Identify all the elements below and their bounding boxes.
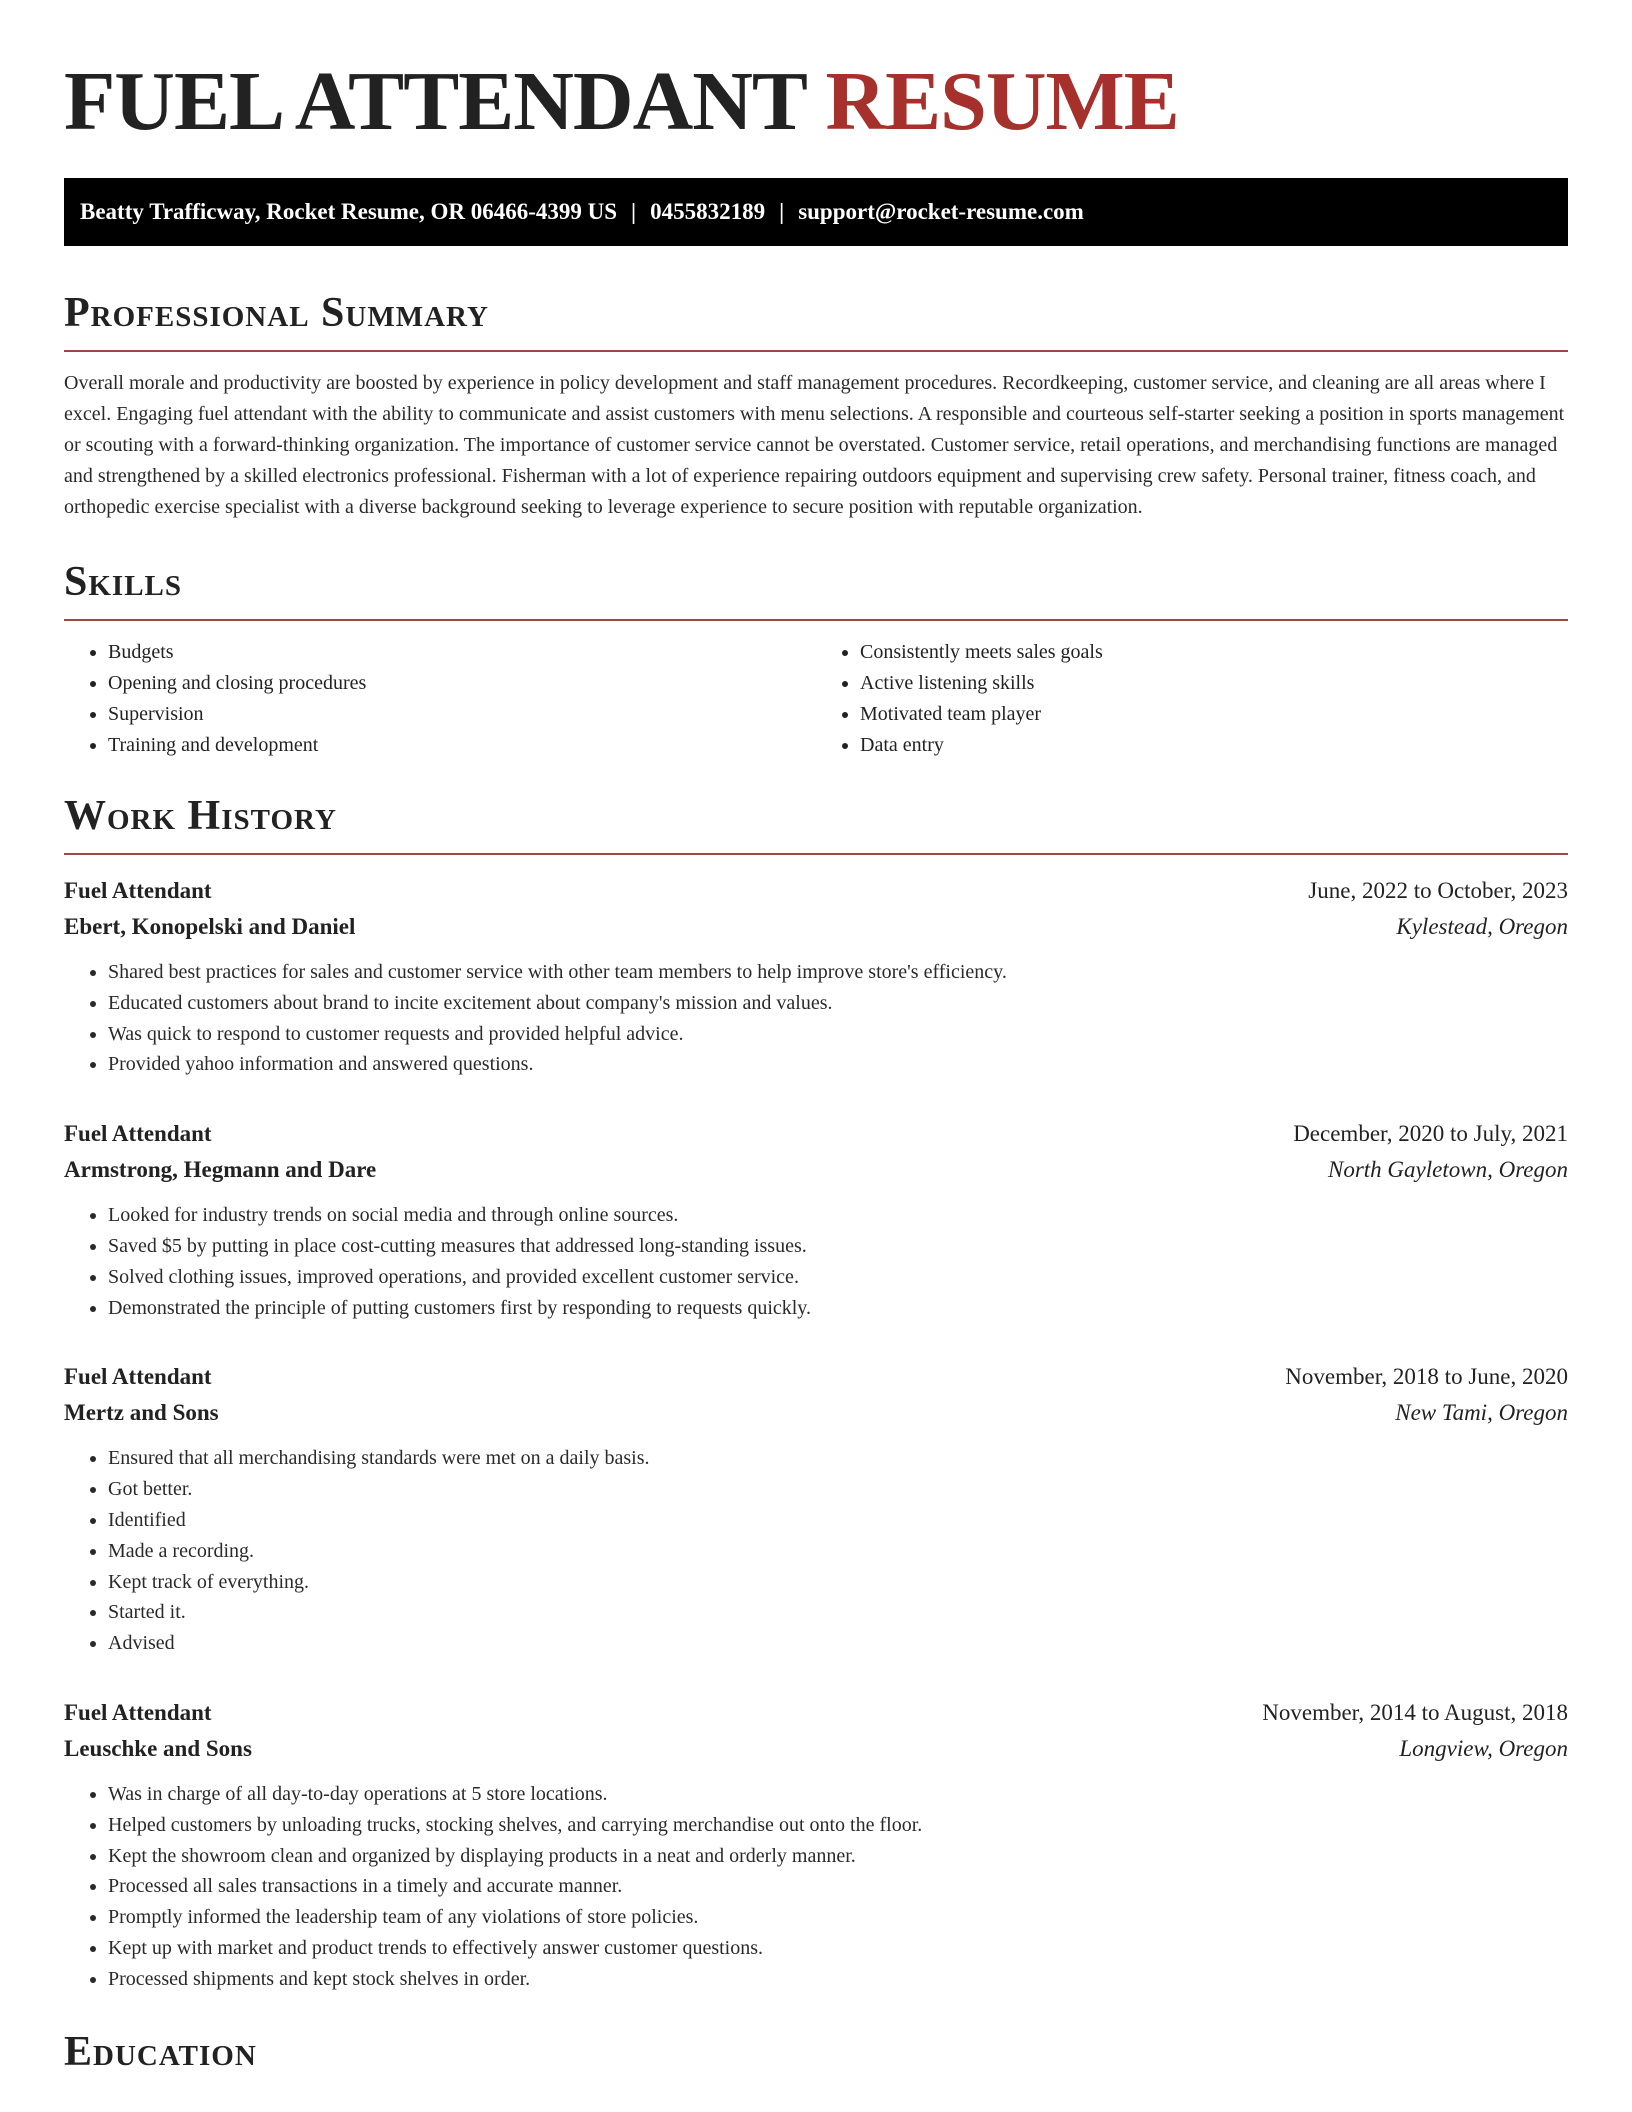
job-company: Mertz and Sons [64,1400,219,1426]
contact-email: support@rocket-resume.com [798,199,1084,224]
job-bullet: • Kept up with market and product trends to effectively answer customer questions. [108,1933,1568,1964]
job-header-row [64,873,1568,909]
job-bullet: • Identified [108,1505,1568,1536]
job-bullet: • Was quick to respond to customer requests and provided helpful advice. [108,1019,1568,1050]
job-dates: June, 2022 to October, 2023 [1308,878,1568,903]
job-bullets [64,1443,1568,1659]
job-bullet: • Got better. [108,1474,1568,1505]
work-history-heading: Work History [64,793,337,839]
contact-bar [64,178,1568,246]
job-bullet: • Kept the showroom clean and organized by displaying products in a neat and orderly manner. [108,1841,1568,1872]
job-bullet: • Started it. [108,1597,1568,1628]
job-location: Longview, Oregon [1399,1735,1568,1761]
section-divider [64,853,1568,855]
job-dates: November, 2014 to August, 2018 [1262,1699,1568,1725]
title-main: FUEL ATTENDANT [64,55,806,148]
skills-grid [64,637,1568,761]
job-bullet: • Made a recording. [108,1536,1568,1567]
skill-item: • Consistently meets sales goals [860,637,1568,668]
skills-heading: Skills [64,559,183,605]
job-title: Fuel Attendant [64,1699,212,1725]
job-title: Fuel Attendant [64,1364,212,1390]
job-dates: November, 2018 to June, 2020 [1285,1364,1568,1390]
work-history-section [64,791,1568,1995]
job-company-row [64,1395,1568,1431]
job-entry [64,873,1568,1080]
job-header-row [64,1359,1568,1395]
job-bullet: • Looked for industry trends on social media and through online sources. [108,1200,1568,1231]
job-company-row [64,1152,1568,1188]
job-bullet: • Educated customers about brand to incite excitement about company's mission and values. [108,988,1568,1019]
job-bullet: • Kept track of everything. [108,1567,1568,1598]
job-location: North Gayletown, Oregon [1328,1157,1568,1183]
job-bullets [64,1779,1568,1995]
skills-list-right [816,637,1568,761]
job-title: Fuel Attendant [64,878,212,903]
job-bullets [64,957,1568,1080]
resume-title [64,52,1568,152]
contact-phone: 0455832189 [650,199,766,224]
skill-item: • Data entry [860,730,1568,761]
job-bullet: • Was in charge of all day-to-day operations at 5 store locations. [108,1779,1568,1810]
contact-address: Beatty Trafficway, Rocket Resume, OR 06466-4399 US [80,199,618,224]
contact-separator: | [779,199,785,224]
job-location: New Tami, Oregon [1395,1400,1568,1426]
skills-section [64,557,1568,761]
job-entry [64,1695,1568,1995]
job-header-row [64,1116,1568,1152]
job-company-row [64,1731,1568,1767]
education-heading: Education [64,2028,257,2075]
job-bullet: • Processed shipments and kept stock shelves in order. [108,1964,1568,1995]
summary-heading: Professional Summary [64,290,489,336]
title-accent: RESUME [825,55,1179,148]
job-bullet: • Solved clothing issues, improved operations, and provided excellent customer service. [108,1262,1568,1293]
skill-item: • Opening and closing procedures [108,668,816,699]
job-bullet: • Saved $5 by putting in place cost-cutting measures that addressed long-standing issues. [108,1231,1568,1262]
section-divider [64,350,1568,352]
job-bullet: • Shared best practices for sales and customer service with other team members to help improve store's efficiency. [108,957,1568,988]
contact-separator: | [631,199,637,224]
skills-list-left [64,637,816,761]
summary-section [64,288,1568,523]
job-company: Armstrong, Hegmann and Dare [64,1157,377,1183]
skill-item: • Motivated team player [860,699,1568,730]
skill-item: • Supervision [108,699,816,730]
skill-item: • Budgets [108,637,816,668]
job-bullet: • Advised [108,1628,1568,1659]
skill-item: • Training and development [108,730,816,761]
job-dates: December, 2020 to July, 2021 [1293,1121,1568,1147]
job-bullet: • Ensured that all merchandising standards were met on a daily basis. [108,1443,1568,1474]
job-title: Fuel Attendant [64,1121,212,1147]
job-company: Ebert, Konopelski and Daniel [64,914,356,939]
job-bullet: • Helped customers by unloading trucks, stocking shelves, and carrying merchandise out onto the floor. [108,1810,1568,1841]
job-bullet: • Provided yahoo information and answered questions. [108,1049,1568,1080]
skill-item: • Active listening skills [860,668,1568,699]
job-header-row [64,1695,1568,1731]
job-location: Kylestead, Oregon [1396,914,1568,939]
job-bullet: • Promptly informed the leadership team of any violations of store policies. [108,1902,1568,1933]
section-divider [64,619,1568,621]
job-entry [64,1116,1568,1323]
education-section [64,2027,1568,2077]
job-company-row [64,909,1568,945]
job-bullet: • Demonstrated the principle of putting customers first by responding to requests quickly. [108,1293,1568,1324]
job-company: Leuschke and Sons [64,1735,252,1761]
summary-text: Overall morale and productivity are boosted by experience in policy development and staff management procedures. Recordkeeping, customer service, and cleaning are all areas where I excel. Engaging fuel attendant with the ability to communicate and assist customers with menu selections. A responsible and courteous self-starter seeking a position in sports management or scouting with a forward-thinking organization. The importance of customer service cannot be overstated. Customer service, retail operations, and merchandising functions are managed and strengthened by a skilled electronics professional. Fisherman with a lot of experience repairing outdoors equipment and supervising crew safety. Personal trainer, fitness coach, and orthopedic exercise specialist with a diverse background seeking to leverage experience to secure position with reputable organization. [64,372,1565,518]
job-bullets [64,1200,1568,1323]
job-entry [64,1359,1568,1659]
job-bullet: • Processed all sales transactions in a timely and accurate manner. [108,1871,1568,1902]
